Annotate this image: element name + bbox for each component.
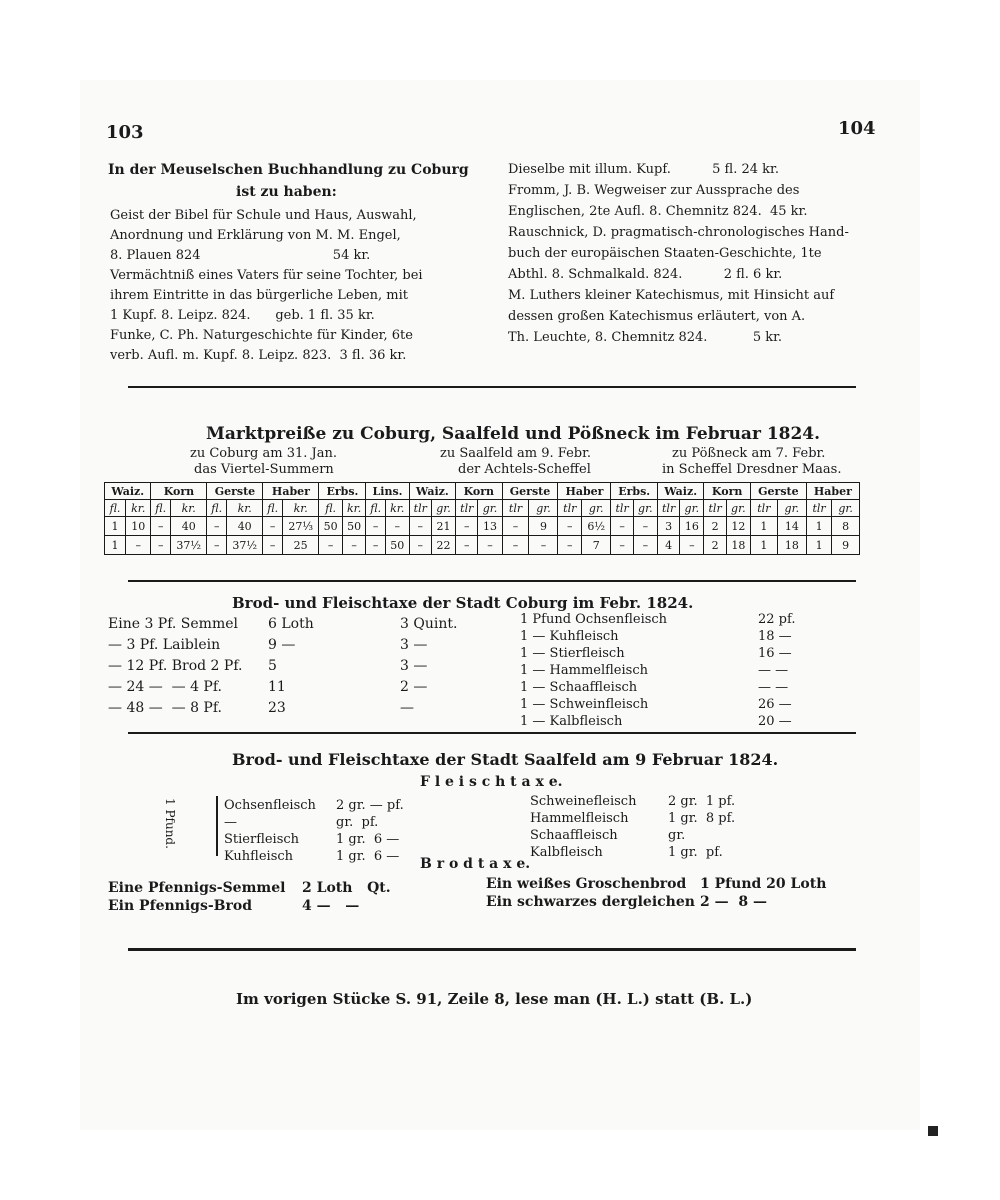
bread-tax-heading: B r o d t a x e. [420,856,531,872]
meat-item-price: 1 gr. pf. [668,845,723,860]
price-cell: 50 [342,517,366,536]
bread-item-value: 2 Loth Qt. [302,880,391,896]
unit-cell: tlr [750,500,777,517]
unit-cell: kr. [385,500,409,517]
bread-item-label: Ein Pfennigs-Brod [108,898,252,914]
ad-line: dessen großen Katechismus erläutert, von A. [508,309,806,324]
price-cell: – [633,517,657,536]
coburg-measure: das Viertel-Summern [194,462,334,477]
unit-cell: kr. [125,500,150,517]
meat-item-label: 1 — Stierfleisch [520,646,625,661]
unit-cell: gr. [777,500,806,517]
unit-cell: fl. [263,500,282,517]
price-cell: – [456,536,478,555]
meat-item-label: Kuhfleisch [224,849,294,864]
ad-line: buch der europäischen Staaten-Geschichte, 1te [508,246,822,261]
meat-item-price: 20 — [758,714,792,729]
saalfeld-date: zu Saalfeld am 9. Febr. [440,446,592,461]
grain-header: Haber [263,483,319,500]
meat-item-label: 1 — Hammelfleisch [520,663,648,678]
price-cell: 1 [105,536,126,555]
price-cell: 2 [704,536,726,555]
price-cell: 18 [726,536,750,555]
price-cell: – [385,517,409,536]
ad-line: Rauschnick, D. pragmatisch-chronologisches Hand- [508,225,849,240]
bread-item-weight: 11 [268,679,286,695]
price-cell: 37½ [170,536,207,555]
unit-cell: gr. [478,500,502,517]
price-cell: – [611,517,633,536]
price-cell: 37½ [226,536,263,555]
grain-header: Gerste [207,483,263,500]
unit-cell: fl. [366,500,385,517]
grain-header: Korn [704,483,751,500]
price-cell: 12 [726,517,750,536]
unit-cell: gr. [680,500,704,517]
unit-cell: gr. [633,500,657,517]
price-cell: – [680,536,704,555]
price-cell: 1 [806,517,831,536]
price-row [105,536,860,555]
unit-cell: tlr [806,500,831,517]
unit-cell: tlr [456,500,478,517]
price-cell: 1 [105,517,126,536]
price-cell: 8 [832,517,860,536]
ad-heading: In der Meuselschen Buchhandlung zu Coburg [108,162,469,178]
bread-item-label: Ein weißes Groschenbrod [486,876,687,892]
grain-header: Waiz. [105,483,151,500]
bread-item-quint: 3 Quint. [400,616,458,632]
price-cell: 1 [750,517,777,536]
grain-header: Erbs. [611,483,658,500]
ad-line: Anordnung und Erklärung von M. M. Engel, [110,228,401,243]
price-cell: 1 [806,536,831,555]
price-cell: – [366,536,385,555]
ad-line: ihrem Eintritte in das bürgerliche Leben, mit [110,288,408,303]
unit-cell: kr. [170,500,207,517]
ad-line: Funke, C. Ph. Naturgeschichte für Kinder, 6te [110,328,413,343]
grain-header: Erbs. [319,483,366,500]
price-cell: – [502,517,529,536]
bread-item-quint: — [400,700,414,716]
page-number-left: 103 [106,122,144,143]
coburg-tax-title: Brod- und Fleischtaxe der Stadt Coburg im Febr. 1824. [232,594,694,612]
price-cell: 13 [478,517,502,536]
meat-item-price: 2 gr. 1 pf. [668,794,736,809]
page-number-right: 104 [838,118,876,139]
unit-cell: fl. [105,500,126,517]
price-cell: 22 [431,536,455,555]
bread-item-value: 4 — — [302,898,360,914]
divider [128,732,856,734]
price-cell: – [125,536,150,555]
price-cell: 9 [832,536,860,555]
price-cell: 25 [282,536,319,555]
poessneck-measure: in Scheffel Dresdner Maas. [662,462,842,477]
meat-item-label: Hammelfleisch [530,811,629,826]
price-cell: – [151,536,170,555]
price-cell: – [529,536,558,555]
meat-item-price: gr. [668,828,686,843]
price-cell: 18 [777,536,806,555]
meat-item-price: 1 gr. 8 pf. [668,811,736,826]
unit-cell: tlr [611,500,633,517]
meat-item-price: 18 — [758,629,792,644]
price-cell: 1 [750,536,777,555]
price-cell: – [558,517,582,536]
unit-cell: gr. [529,500,558,517]
meat-item-price: 26 — [758,697,792,712]
price-cell: 2 [704,517,726,536]
grain-header: Haber [806,483,859,500]
meat-item-price: 16 — [758,646,792,661]
bread-item-weight: 23 [268,700,286,716]
meat-item-label: 1 — Kalbfleisch [520,714,623,729]
price-cell: 7 [582,536,611,555]
bread-item-value: 1 Pfund 20 Loth [700,876,827,892]
grain-header: Gerste [750,483,806,500]
price-cell: 21 [431,517,455,536]
bread-item-label: Ein schwarzes dergleichen [486,894,695,910]
price-cell: 50 [319,517,342,536]
grain-header: Waiz. [409,483,456,500]
meat-item-label: 1 — Schweinfleisch [520,697,649,712]
unit-cell: gr. [582,500,611,517]
meat-item-label: Ochsenfleisch [224,798,316,813]
meat-item-price: — — [758,663,789,678]
bread-item-label: Eine 3 Pf. Semmel [108,616,238,632]
price-cell: 6½ [582,517,611,536]
meat-item-price: gr. pf. [336,815,379,830]
ad-line: Vermächtniß eines Vaters für seine Tochter, bei [110,268,423,283]
bread-item-label: — 24 — — 4 Pf. [108,679,222,695]
unit-cell: tlr [558,500,582,517]
saalfeld-measure: der Achtels-Scheffel [458,462,591,477]
bread-item-label: — 12 Pf. Brod 2 Pf. [108,658,243,674]
grain-header: Haber [558,483,611,500]
bread-item-weight: 9 — [268,637,296,653]
unit-cell: gr. [832,500,860,517]
meat-tax-heading: F l e i s c h t a x e. [420,774,563,790]
price-cell: – [366,517,385,536]
erratum-note: Im vorigen Stücke S. 91, Zeile 8, lese man (H. L.) statt (B. L.) [236,990,753,1008]
bread-item-weight: 6 Loth [268,616,314,632]
meat-item-price: 22 pf. [758,612,796,627]
ad-line: 1 Kupf. 8. Leipz. 824. geb. 1 fl. 35 kr. [110,308,375,323]
ad-line: Th. Leuchte, 8. Chemnitz 824. 5 kr. [508,330,783,345]
price-cell: 27⅓ [282,517,319,536]
unit-cell: kr. [282,500,319,517]
scan-mark [928,1126,938,1136]
price-cell: – [207,517,226,536]
market-title: Marktpreiße zu Coburg, Saalfeld und Pößneck im Februar 1824. [206,424,821,444]
price-cell: 10 [125,517,150,536]
ad-line: 8. Plauen 824 54 kr. [110,248,371,263]
bread-item-weight: 5 [268,658,277,674]
meat-item-price: — — [758,680,789,695]
divider [128,386,856,388]
price-cell: – [478,536,502,555]
unit-cell: gr. [726,500,750,517]
price-cell: – [207,536,226,555]
unit-cell: tlr [502,500,529,517]
ad-line: Dieselbe mit illum. Kupf. 5 fl. 24 kr. [508,162,779,177]
poessneck-date: zu Pößneck am 7. Febr. [672,446,826,461]
ad-line: Abthl. 8. Schmalkald. 824. 2 fl. 6 kr. [508,267,783,282]
price-cell: 40 [226,517,263,536]
ad-line: Englischen, 2te Aufl. 8. Chemnitz 824. 45 kr. [508,204,808,219]
price-cell: – [263,517,282,536]
meat-item-label: 1 — Kuhfleisch [520,629,619,644]
bracket [216,796,218,856]
price-cell: – [611,536,633,555]
price-cell: – [342,536,366,555]
price-cell: – [456,517,478,536]
unit-cell: tlr [657,500,679,517]
unit-cell: fl. [151,500,170,517]
price-cell: – [319,536,342,555]
unit-cell: kr. [226,500,263,517]
ad-line: M. Luthers kleiner Katechismus, mit Hinsicht auf [508,288,835,303]
grain-header: Korn [151,483,207,500]
ad-subheading: ist zu haben: [236,184,337,200]
unit-cell: fl. [319,500,342,517]
meat-item-label: Schweinefleisch [530,794,637,809]
price-cell: – [633,536,657,555]
ad-line: Geist der Bibel für Schule und Haus, Auswahl, [110,208,417,223]
meat-item-label: Stierfleisch [224,832,300,847]
unit-cell: gr. [431,500,455,517]
ad-line: verb. Aufl. m. Kupf. 8. Leipz. 823. 3 fl. 36 kr. [110,348,407,363]
price-cell: 16 [680,517,704,536]
divider [128,580,856,582]
saalfeld-tax-title: Brod- und Fleischtaxe der Stadt Saalfeld am 9 Februar 1824. [232,750,779,769]
unit-cell: tlr [409,500,431,517]
pound-side-label: 1 Pfund. [163,798,177,849]
coburg-date: zu Coburg am 31. Jan. [190,446,337,461]
bread-item-label: — 48 — — 8 Pf. [108,700,222,716]
price-cell: – [409,517,431,536]
bread-item-quint: 3 — [400,637,428,653]
price-cell: 4 [657,536,679,555]
bread-item-label: — 3 Pf. Laiblein [108,637,221,653]
divider [128,948,856,951]
meat-item-price: 1 gr. 6 — [336,849,400,864]
bread-item-value: 2 — 8 — [700,894,767,910]
price-cell: 50 [385,536,409,555]
meat-item-label: — [224,815,237,830]
unit-cell: fl. [207,500,226,517]
price-cell: – [558,536,582,555]
meat-item-price: 2 gr. — pf. [336,798,404,813]
grain-header: Korn [456,483,503,500]
meat-item-price: 1 gr. 6 — [336,832,400,847]
grain-header: Lins. [366,483,409,500]
meat-item-label: 1 — Schaaffleisch [520,680,638,695]
ad-line: Fromm, J. B. Wegweiser zur Aussprache des [508,183,800,198]
grain-header: Waiz. [657,483,704,500]
price-cell: – [263,536,282,555]
price-cell: – [151,517,170,536]
meat-item-label: Schaaffleisch [530,828,618,843]
price-cell: 14 [777,517,806,536]
price-cell: – [502,536,529,555]
meat-item-label: Kalbfleisch [530,845,603,860]
price-cell: 3 [657,517,679,536]
unit-cell: tlr [704,500,726,517]
grain-header: Gerste [502,483,558,500]
unit-cell: kr. [342,500,366,517]
bread-item-quint: 3 — [400,658,428,674]
bread-item-label: Eine Pfennigs-Semmel [108,880,286,896]
price-cell: 40 [170,517,207,536]
price-cell: – [409,536,431,555]
market-price-table [104,482,860,555]
price-row [105,517,860,536]
meat-item-label: 1 Pfund Ochsenfleisch [520,612,668,627]
price-cell: 9 [529,517,558,536]
bread-item-quint: 2 — [400,679,428,695]
